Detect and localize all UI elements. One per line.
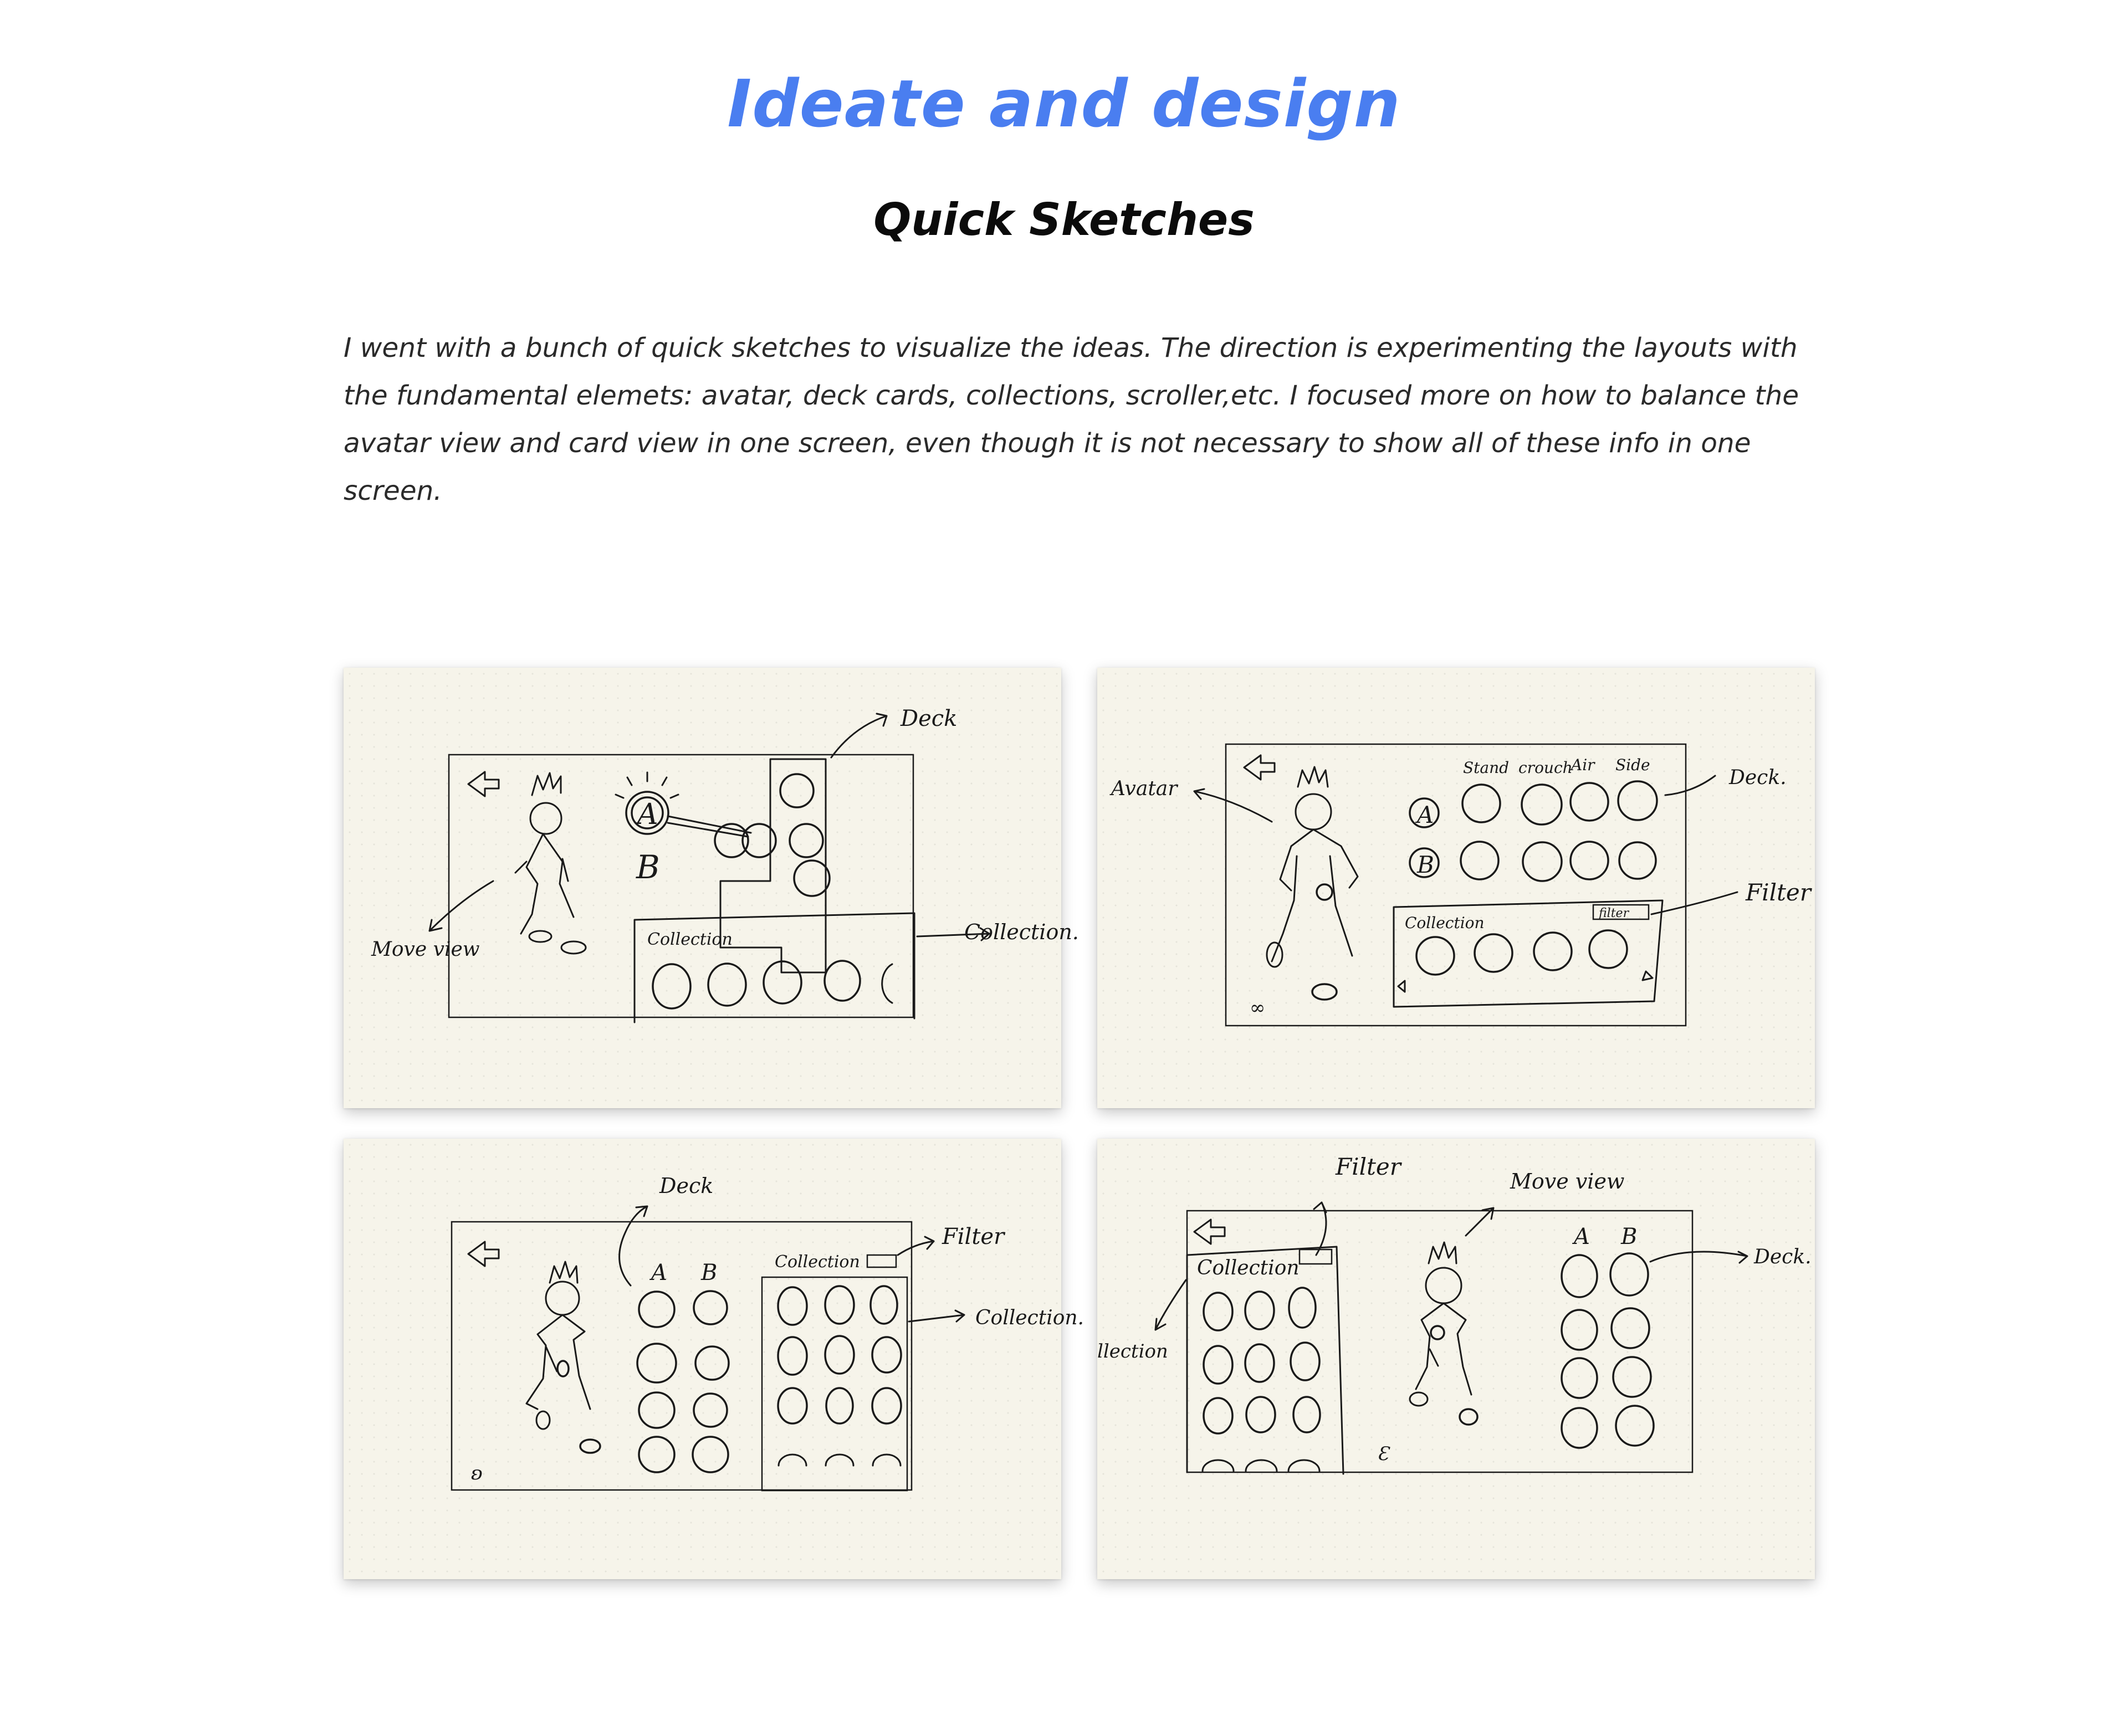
annotation-deck: Deck. xyxy=(1754,1246,1812,1268)
annotation-avatar: Avatar xyxy=(1111,777,1178,800)
back-arrow-icon xyxy=(1244,755,1275,780)
svg-text:B: B xyxy=(636,848,660,886)
avatar-sketch-icon xyxy=(1267,767,1358,1000)
svg-text:A: A xyxy=(1574,1224,1590,1249)
svg-text:ʚ: ʚ xyxy=(471,1462,483,1484)
annotation-move-view: Move view xyxy=(1510,1169,1625,1194)
svg-text:filter: filter xyxy=(1599,907,1629,920)
svg-text:Collection: Collection xyxy=(775,1252,860,1272)
svg-text:B: B xyxy=(1417,851,1434,878)
svg-text:A: A xyxy=(651,1260,667,1286)
svg-text:Collection: Collection xyxy=(1197,1257,1300,1279)
intro-paragraph: I went with a bunch of quick sketches to visualize the ideas. The direction is experimenting the layouts with the fundamental elemets: avatar, deck cards, collections, scroller,etc. I focused more on how to balance the avatar view and card view in one screen, even though it is not necessary to show all of these info in one screen. xyxy=(344,332,1799,506)
avatar-sketch-icon xyxy=(526,1262,600,1453)
annotation-deck: Deck. xyxy=(1729,766,1787,789)
sketch-drawing-1 xyxy=(344,668,1079,1108)
sketch-card-4 xyxy=(1097,1139,1815,1579)
avatar-sketch-icon xyxy=(1410,1242,1477,1425)
back-arrow-icon xyxy=(468,1242,499,1266)
svg-text:B: B xyxy=(701,1260,718,1286)
sketch-drawing-3 xyxy=(344,1139,1084,1579)
svg-text:Side: Side xyxy=(1615,756,1650,774)
annotation-filter: Filter xyxy=(1746,879,1811,906)
annotation-deck: Deck xyxy=(901,706,958,731)
svg-text:crouch: crouch xyxy=(1518,759,1573,777)
svg-text:Stand: Stand xyxy=(1463,759,1510,777)
annotation-collection: Collection. xyxy=(975,1307,1084,1329)
back-arrow-icon xyxy=(468,772,499,796)
annotation-move-view: Move view xyxy=(371,938,480,961)
svg-text:A: A xyxy=(637,798,658,831)
back-arrow-icon xyxy=(1194,1220,1225,1244)
sketch-card-2 xyxy=(1097,668,1815,1108)
sketch-drawing-4 xyxy=(1097,1139,1815,1579)
svg-text:B: B xyxy=(1621,1224,1638,1249)
svg-text:∞: ∞ xyxy=(1250,997,1266,1019)
annotation-filter: Filter xyxy=(1336,1153,1401,1180)
svg-text:Collection: Collection xyxy=(1405,914,1485,932)
svg-text:Air: Air xyxy=(1571,756,1595,774)
annotation-collection: llection xyxy=(1097,1340,1168,1363)
page-title: Ideate and design xyxy=(727,65,1401,142)
svg-text:Collection: Collection xyxy=(647,930,733,949)
sketch-drawing-2 xyxy=(1097,668,1815,1108)
svg-text:Ɛ: Ɛ xyxy=(1377,1443,1389,1465)
annotation-collection: Collection. xyxy=(964,920,1079,944)
sketch-card-1 xyxy=(344,668,1079,1108)
sketch-card-3 xyxy=(344,1139,1084,1579)
section-title: Quick Sketches xyxy=(873,194,1255,245)
svg-text:A: A xyxy=(1417,801,1434,828)
annotation-filter: Filter xyxy=(942,1224,1005,1249)
annotation-deck: Deck xyxy=(659,1174,714,1198)
avatar-sketch-icon xyxy=(515,773,586,954)
